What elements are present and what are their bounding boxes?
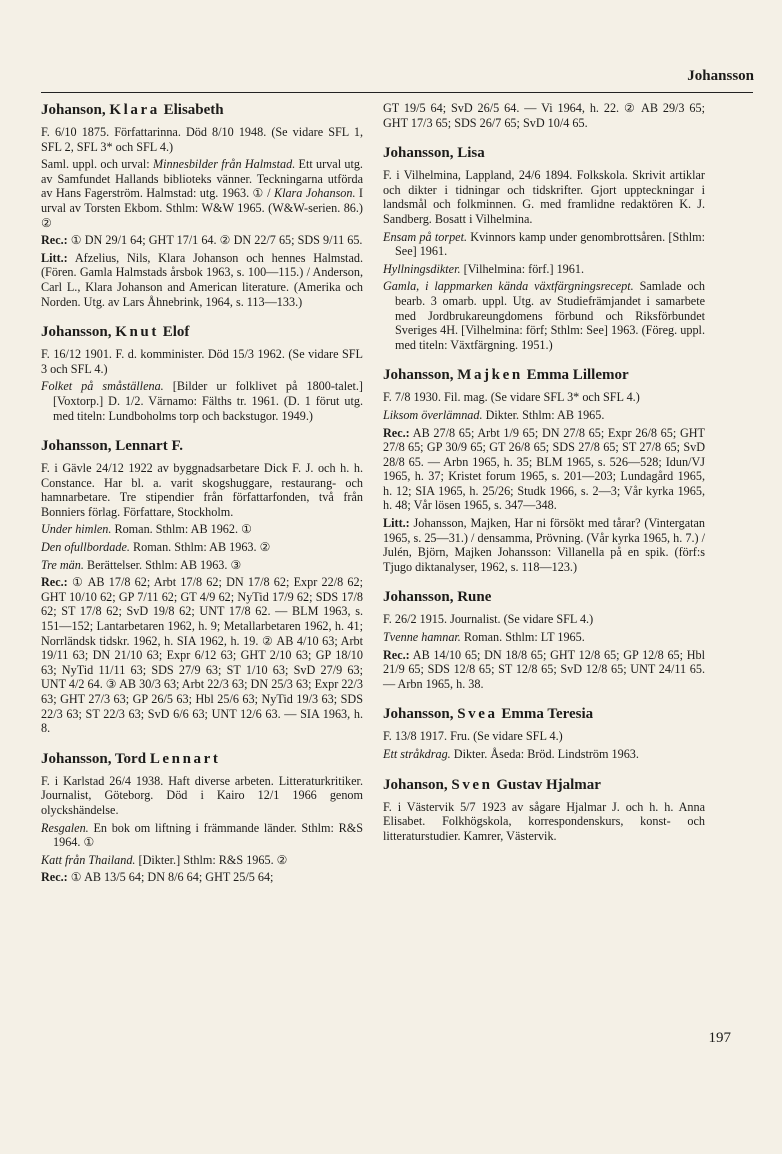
bio-entry	[41, 750, 363, 885]
text-run: Afzelius, Nils, Klara Johanson och hennes Halmstad. (Fören. Gamla Halmstads årsbok 1963, s. 100—115.) / Anderson, Carl L., Klara Johanson and American literature. (Amerika och Norden. Utg. av Lars Åhnebrink, 1964, s. 113—133.)	[41, 250, 363, 309]
section-label: Litt.:	[383, 516, 410, 531]
section-label: Rec.:	[41, 233, 68, 248]
entry-paragraph	[383, 168, 705, 226]
entry-paragraph	[383, 426, 705, 514]
work-title: Klara Johanson.	[273, 186, 356, 201]
text-run: Dikter. Sthlm: AB 1965.	[482, 407, 605, 422]
text-run: Ett urval utg. av Samfundet Hallands biblioteks vänner. Teckningarna utförda av Hans Fagerström. Halmstad: utg. 1963. ① /	[41, 157, 363, 201]
text-run: Roman. Sthlm: LT 1965.	[460, 630, 585, 645]
text-run: F. i Vilhelmina, Lappland, 24/6 1894. Folkskola. Skrivit artiklar och dikter i tidningar och tidskrifter. Gjort uppteckningar i landsmål och folkminnen. G. med framlidne redaktören K. J. Sandberg. Bosatt i Vilhelmina.	[383, 168, 705, 226]
entry-paragraph	[383, 630, 705, 645]
entry-paragraph	[41, 251, 363, 309]
entry-name-part: Johansson,	[383, 367, 458, 384]
entry-paragraph	[41, 870, 363, 885]
work-title: Under himlen.	[41, 522, 112, 537]
bio-entry	[383, 366, 705, 574]
text-run: F. i Gävle 24/12 1922 av byggnadsarbetare Dick F. J. och h. h. Constance. Har bl. a. varit skogshuggare, restaurang- och hamnarbetare. Tre stipendier från författarfonden, två från Bonniers förlag. Författare, Stockholm.	[41, 461, 363, 519]
entry-name-part: Klara	[109, 102, 160, 118]
bio-entry	[41, 323, 363, 423]
entry-paragraph	[41, 821, 363, 850]
entry-paragraph	[383, 800, 705, 844]
text-run: ① AB 13/5 64; DN 8/6 64; GHT 25/5 64;	[67, 870, 274, 885]
entry-name-part: Johansson, Lisa	[383, 145, 485, 162]
entry-paragraph	[41, 379, 363, 423]
entry-paragraph	[383, 747, 705, 762]
text-run: [Dikter.] Sthlm: R&S 1965. ②	[135, 852, 288, 867]
entry-name-part: Lennart	[149, 750, 221, 767]
entry-paragraph	[383, 729, 705, 744]
entry-name	[383, 366, 705, 384]
entry-name	[383, 776, 705, 794]
work-title: Minnesbilder från Halmstad.	[152, 157, 296, 172]
entry-paragraph	[41, 157, 363, 230]
entry-name-part: Johansson,	[41, 324, 116, 341]
entry-name-part: Svea	[457, 706, 498, 723]
entry-name-part: Elisabeth	[159, 102, 224, 118]
text-run: AB 27/8 65; Arbt 1/9 65; DN 27/8 65; Expr 26/8 65; GHT 27/8 65; GP 30/9 65; GT 26/8 65; SDS 27/8 65; ST 27/8 65; SvD 28/8 65. — Arbn 1965, h. 35; BLM 1965, s. 526—528; Idun/VJ 1965, h. 37; Kristet forum 1965, s. 201—203; Lundagård 1965, h. 12; SIA 1965, h. 25/26; Studk 1966, s. 2—3; Vår kyrka 1965, h. 48; Vår lösen 1965, s. 347—348.	[383, 425, 705, 513]
text-run: [Bilder ur folklivet på 1800-talet.] [Voxtorp.] D. 1/2. Värnamo: Fälths tr. 1961. (D. 1 förut utg. med titeln: Lundboholms torp och backstugor. 1949.)	[53, 379, 363, 423]
entry-paragraph	[41, 461, 363, 519]
right-column	[383, 101, 705, 857]
entry-name-part: Johanson,	[383, 776, 452, 793]
entry-name	[41, 437, 363, 455]
work-title: Tre män.	[41, 557, 84, 572]
entry-paragraph	[383, 279, 705, 352]
entry-paragraph	[383, 648, 705, 692]
running-head: Johansson	[687, 68, 754, 84]
entry-name-part: Knut	[115, 324, 159, 341]
entry-paragraph	[41, 540, 363, 555]
text-run: Samlade och bearb. 3 omarb. uppl. Utg. av Studiefrämjandet i samarbete med Jordbrukareungdomens förbund och Riksförbundet Sveriges 4H. [Vilhelmina: förf; Sthlm: See] 1963. (Föreg. uppl. med titeln: Växtfärgning. 1951.)	[395, 279, 705, 352]
text-run: F. 7/8 1930. Fil. mag. (Se vidare SFL 3* och SFL 4.)	[383, 390, 640, 405]
section-label: Rec.:	[41, 575, 68, 590]
work-title: Folket på småställena.	[41, 379, 164, 394]
bio-entry	[383, 776, 705, 844]
text-run: F. 16/12 1901. F. d. komminister. Död 15/3 1962. (Se vidare SFL 3 och SFL 4.)	[41, 347, 363, 376]
text-run: Roman. Sthlm: AB 1962. ①	[111, 522, 253, 537]
text-run: Kvinnors kamp under genombrottsåren. [Sthlm: See] 1961.	[395, 229, 705, 259]
work-title: Gamla, i lappmarken kända växtfärgningsrecept.	[383, 279, 634, 294]
entry-paragraph	[383, 262, 705, 277]
text-run: [Vilhelmina: förf.] 1961.	[460, 261, 584, 276]
work-title: Liksom överlämnad.	[383, 407, 483, 422]
entry-name	[383, 588, 705, 606]
text-run: ① AB 17/8 62; Arbt 17/8 62; DN 17/8 62; Expr 22/8 62; GHT 10/10 62; GP 7/11 62; GT 4/9 62; NyTid 17/9 62; SDS 17/8 62; ST 17/8 62; SvD 19/8 62; UNT 17/8 62. — BLM 1963, s. 151—152; Lantarbetaren 1962, h. 9; Metallarbetaren 1962, h. 41; Norrländsk tidskr. 1962, h. SIA 1962, h. 19. ② AB 4/10 63; Arbt 19/11 63; DN 21/10 63; Expr 6/12 63; GHT 2/10 63; GP 18/10 63; NyTid 11/11 63; SDS 27/9 63; ST 1/10 63; SvD 27/9 63; UNT 4/2 64. ③ AB 30/3 63; Arbt 22/3 63; DN 25/3 63; Expr 22/3 63; GHT 27/3 63; GP 26/5 63; Hbl 25/6 63; NyTid 19/3 63; SDS 22/3 63; ST 22/3 63; SvD 6/6 63; UNT 12/6 63. — SIA 1963, h. 8.	[41, 575, 363, 736]
text-run: GT 19/5 64; SvD 26/5 64. — Vi 1964, h. 22. ② AB 29/3 65; GHT 17/3 65; SDS 26/7 65; SvD 10/4 65.	[383, 101, 705, 130]
entry-paragraph	[383, 612, 705, 627]
work-title: Tvenne hamnar.	[383, 630, 461, 645]
text-run: AB 14/10 65; DN 18/8 65; GHT 12/8 65; GP 12/8 65; Hbl 21/9 65; SDS 12/8 65; ST 12/8 65; SvD 12/8 65; UNT 24/11 65. — Arbn 1965, h. 38.	[383, 647, 705, 691]
bio-entry	[383, 588, 705, 691]
text-run: I urval av Torsten Ekbom. Sthlm: W&W 1965. (W&W-serien. 86.) ②	[41, 186, 363, 230]
bio-entry	[383, 101, 705, 130]
entry-paragraph	[383, 230, 705, 259]
section-label: Rec.:	[383, 425, 410, 440]
entry-paragraph	[383, 390, 705, 405]
entry-paragraph	[41, 575, 363, 736]
section-label: Rec.:	[41, 870, 68, 885]
entry-paragraph	[41, 125, 363, 154]
work-title: Ett stråkdrag.	[383, 747, 451, 761]
entry-paragraph	[41, 853, 363, 868]
entry-name-part: Sven	[451, 776, 493, 793]
entry-name-part: Gustav Hjalmar	[492, 776, 601, 793]
text-run: F. 6/10 1875. Författarinna. Död 8/10 1948. (Se vidare SFL 1, SFL 2, SFL 3* och SFL 4.)	[41, 125, 363, 154]
text-run: Saml. uppl. och urval:	[41, 157, 153, 172]
entry-name-part: Johansson, Rune	[383, 589, 492, 606]
bio-entry	[41, 101, 363, 309]
work-title: Hyllningsdikter.	[383, 261, 461, 276]
entry-name-part: Emma Teresia	[497, 706, 594, 723]
entry-paragraph	[41, 522, 363, 537]
entry-paragraph	[383, 101, 705, 130]
work-title: Resgalen.	[41, 820, 89, 835]
entry-name-part: Elof	[158, 324, 190, 341]
entry-name-part: Johansson,	[383, 706, 458, 723]
entry-name-part: Johansson, Lennart F.	[41, 438, 183, 455]
text-run: En bok om liftning i främmande länder. Sthlm: R&S 1964. ①	[53, 820, 363, 850]
entry-paragraph	[41, 558, 363, 573]
work-title: Katt från Thailand.	[41, 852, 136, 867]
section-label: Litt.:	[41, 250, 68, 265]
entry-name-part: Emma Lillemor	[522, 367, 629, 384]
entry-name-part: Johansson, Tord	[41, 750, 150, 767]
text-run: F. 13/8 1917. Fru. (Se vidare SFL 4.)	[383, 729, 563, 744]
entry-paragraph	[383, 408, 705, 423]
text-run: ① DN 29/1 64; GHT 17/1 64. ② DN 22/7 65; SDS 9/11 65.	[67, 233, 363, 248]
entry-name	[383, 144, 705, 162]
bio-entry	[383, 705, 705, 761]
left-column	[41, 101, 363, 899]
entry-paragraph	[41, 233, 363, 248]
header-rule	[41, 92, 753, 93]
text-run: F. i Karlstad 26/4 1938. Haft diverse arbeten. Litteraturkritiker. Journalist, Göteborg. Död i Kairo 12/1 1966 genom olyckshändelse.	[41, 773, 363, 817]
text-run: Johansson, Majken, Har ni försökt med tårar? (Vintergatan 1965, s. 25—31.) / densamma, Prövning. (Vår kyrka 1965, h. 7.) / Julén, Björn, Majken Johansson: Villanella på en spik. (förf:s Tjugo diktanalyser, 1962, s. 118—123.)	[383, 516, 705, 574]
section-label: Rec.:	[383, 647, 410, 662]
text-run: Dikter. Åseda: Bröd. Lindström 1963.	[450, 747, 639, 761]
bio-entry	[41, 437, 363, 736]
text-run: F. i Västervik 5/7 1923 av sågare Hjalmar J. och h. h. Anna Elisabet. Folkhögskola, korrespondenskurs, konst- och litteraturstudier. Kamrer, Västervik.	[383, 799, 705, 843]
entry-paragraph	[41, 774, 363, 818]
work-title: Ensam på torpet.	[383, 229, 468, 244]
entry-name	[41, 101, 363, 119]
page-number: 197	[708, 1030, 731, 1046]
text-run: Berättelser. Sthlm: AB 1963. ③	[83, 557, 242, 572]
entry-name	[41, 750, 363, 768]
entry-name-part: Johanson,	[41, 102, 110, 118]
text-run: F. 26/2 1915. Journalist. (Se vidare SFL 4.)	[383, 612, 594, 627]
work-title: Den ofullbordade.	[41, 540, 130, 555]
entry-name-part: Majken	[457, 367, 523, 384]
entry-name	[383, 705, 705, 723]
entry-paragraph	[383, 516, 705, 574]
entry-name	[41, 323, 363, 341]
bio-entry	[383, 144, 705, 352]
entry-paragraph	[41, 347, 363, 376]
text-run: Roman. Sthlm: AB 1963. ②	[129, 540, 271, 555]
